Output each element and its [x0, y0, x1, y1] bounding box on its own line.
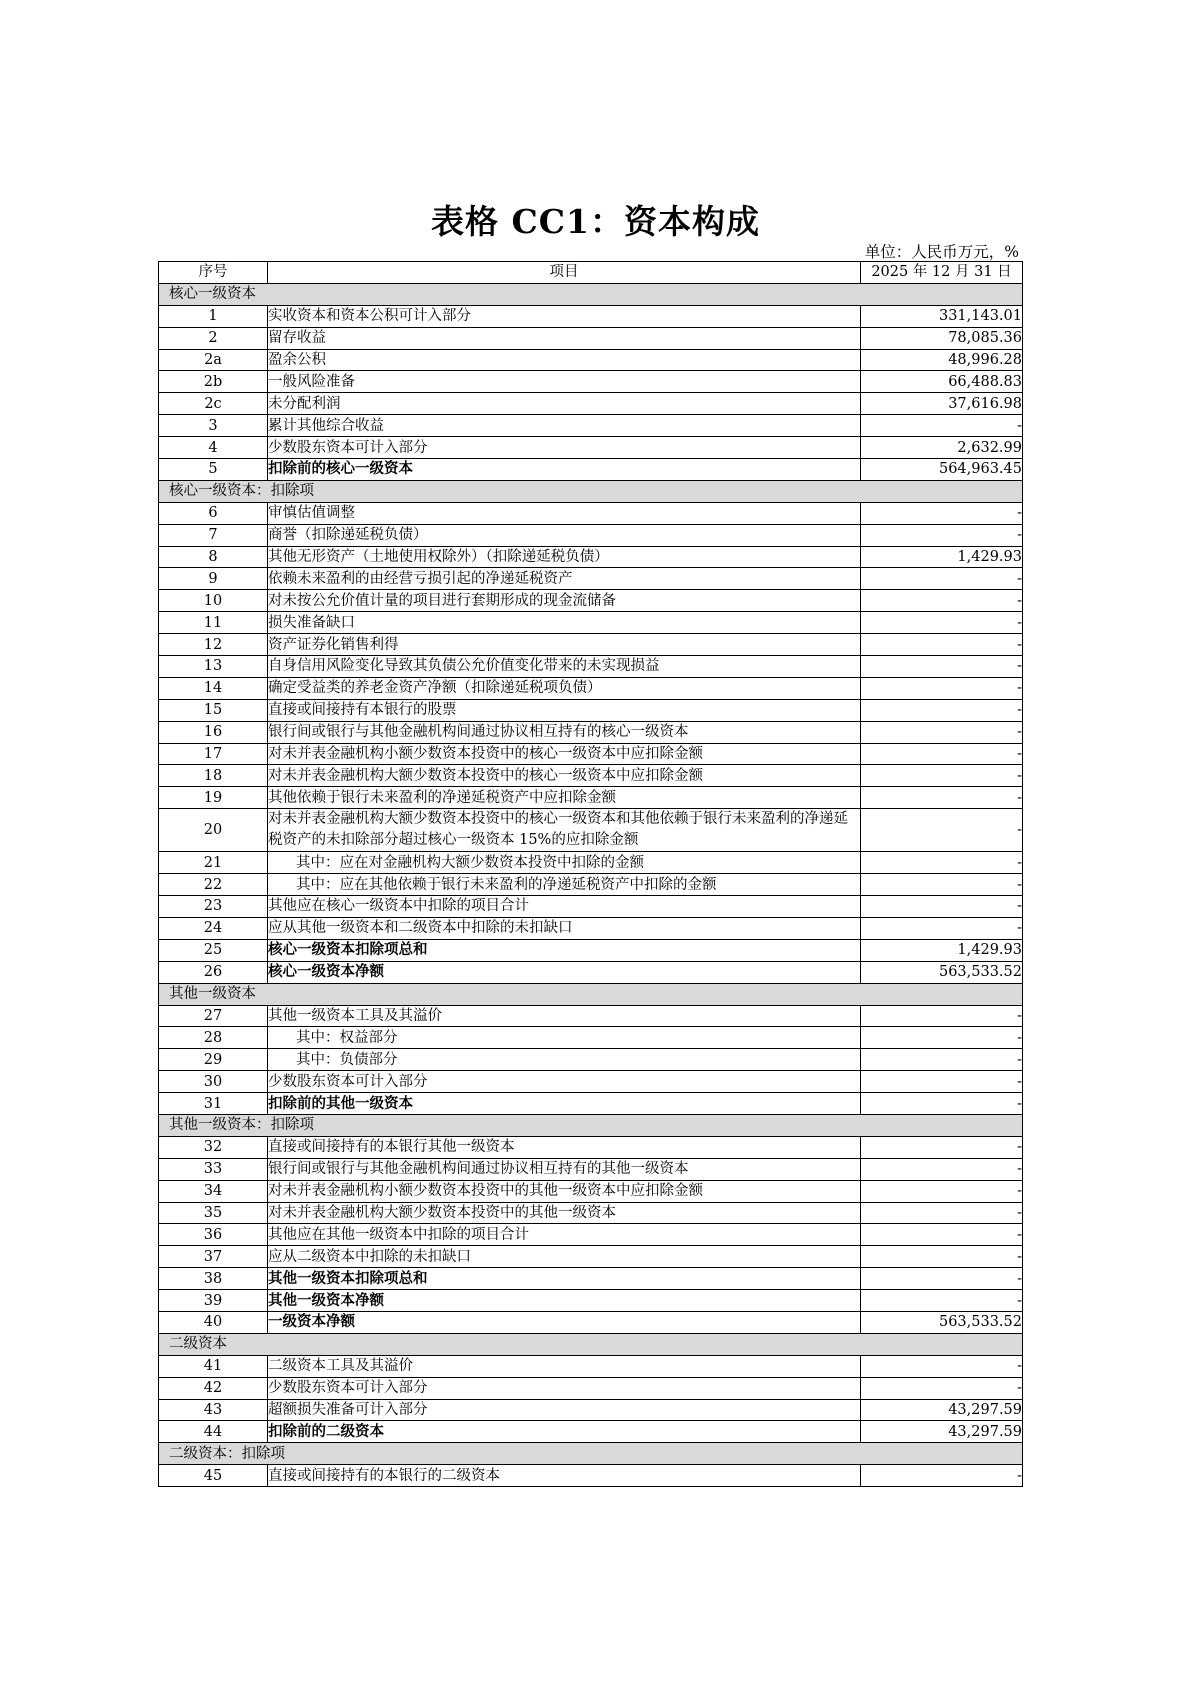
row-seq: 17 — [159, 743, 268, 765]
row-value: - — [861, 874, 1023, 896]
section-header: 核心一级资本：扣除项 — [159, 480, 1023, 502]
section-header: 其他一级资本 — [159, 983, 1023, 1005]
table-row — [159, 787, 1023, 809]
row-item — [268, 546, 861, 568]
row-seq: 42 — [159, 1377, 268, 1399]
table-row — [159, 1136, 1023, 1158]
row-item — [268, 896, 861, 918]
table-row — [159, 939, 1023, 961]
section-header-row — [159, 480, 1023, 502]
row-seq: 18 — [159, 765, 268, 787]
row-item-text: 直接或间接持有的本银行的二级资本 — [268, 1467, 500, 1484]
table-row — [159, 305, 1023, 327]
row-value: - — [861, 896, 1023, 918]
row-value: - — [861, 1005, 1023, 1027]
table-header-row — [159, 262, 1023, 284]
row-item-text: 其他一级资本扣除项总和 — [268, 1269, 428, 1287]
table-row — [159, 852, 1023, 874]
row-item — [268, 1180, 861, 1202]
row-value: - — [861, 1049, 1023, 1071]
row-item-text: 实收资本和资本公积可计入部分 — [268, 308, 471, 325]
row-item-text: 少数股东资本可计入部分 — [268, 439, 428, 456]
row-item — [268, 1071, 861, 1093]
row-item-text: 其他依赖于银行未来盈利的净递延税资产中应扣除金额 — [268, 789, 616, 806]
row-item-text: 扣除前的核心一级资本 — [268, 460, 413, 478]
row-value: - — [861, 502, 1023, 524]
row-item — [268, 327, 861, 349]
row-item-text: 直接或间接持有本银行的股票 — [268, 702, 457, 719]
row-item-text: 核心一级资本扣除项总和 — [268, 941, 428, 959]
row-item — [268, 1202, 861, 1224]
row-item — [268, 699, 861, 721]
row-item-text: 对未按公允价值计量的项目进行套期形成的现金流储备 — [268, 592, 616, 609]
page-title: 表格 CC1：资本构成 — [431, 202, 760, 241]
row-value: - — [861, 1268, 1023, 1290]
row-seq: 29 — [159, 1049, 268, 1071]
section-header-row — [159, 983, 1023, 1005]
row-seq: 3 — [159, 415, 268, 437]
row-seq: 37 — [159, 1246, 268, 1268]
row-seq: 4 — [159, 437, 268, 459]
table-row — [159, 699, 1023, 721]
table-row — [159, 327, 1023, 349]
row-value: 2,632.99 — [861, 437, 1023, 459]
row-seq: 12 — [159, 634, 268, 656]
section-header-row — [159, 1333, 1023, 1355]
row-value: 1,429.93 — [861, 939, 1023, 961]
row-item — [268, 1377, 861, 1399]
row-item — [268, 852, 861, 874]
table-row — [159, 459, 1023, 481]
row-seq: 2a — [159, 349, 268, 371]
row-seq: 20 — [159, 809, 268, 852]
section-header: 二级资本 — [159, 1333, 1023, 1355]
row-item — [268, 1465, 861, 1487]
row-item-text: 其中：应在其他依赖于银行未来盈利的净递延税资产中扣除的金额 — [296, 876, 717, 893]
row-seq: 44 — [159, 1421, 268, 1443]
row-item — [268, 961, 861, 983]
row-seq: 26 — [159, 961, 268, 983]
row-item-text: 确定受益类的养老金资产净额（扣除递延税项负债） — [268, 680, 602, 697]
row-value: 563,533.52 — [861, 1311, 1023, 1333]
row-item-text: 对未并表金融机构大额少数资本投资中的其他一级资本 — [268, 1204, 616, 1221]
row-item-text: 损失准备缺口 — [268, 614, 355, 631]
capital-composition-table — [158, 261, 1023, 1487]
row-item — [268, 917, 861, 939]
row-item-text: 其中：权益部分 — [296, 1029, 398, 1046]
row-seq: 40 — [159, 1311, 268, 1333]
row-item-text: 累计其他综合收益 — [268, 417, 384, 434]
table-row — [159, 546, 1023, 568]
row-seq: 6 — [159, 502, 268, 524]
row-item-text: 留存收益 — [268, 330, 326, 347]
row-seq: 23 — [159, 896, 268, 918]
row-item-text: 银行间或银行与其他金融机构间通过协议相互持有的其他一级资本 — [268, 1161, 689, 1178]
row-item — [268, 874, 861, 896]
row-item — [268, 787, 861, 809]
row-item-text: 对未并表金融机构大额少数资本投资中的核心一级资本中应扣除金额 — [268, 767, 703, 784]
row-item-text: 一级资本净额 — [268, 1313, 355, 1331]
row-seq: 33 — [159, 1158, 268, 1180]
row-item-text: 盈余公积 — [268, 352, 326, 368]
table-row — [159, 634, 1023, 656]
row-seq: 43 — [159, 1399, 268, 1421]
row-value: - — [861, 568, 1023, 590]
row-item — [268, 743, 861, 765]
row-value: - — [861, 634, 1023, 656]
row-item — [268, 1049, 861, 1071]
row-seq: 5 — [159, 459, 268, 481]
row-item — [268, 415, 861, 437]
table-row — [159, 437, 1023, 459]
row-seq: 7 — [159, 524, 268, 546]
row-value: - — [861, 1355, 1023, 1377]
section-header-row — [159, 1114, 1023, 1136]
row-seq: 41 — [159, 1355, 268, 1377]
row-item-text: 自身信用风险变化导致其负债公允价值变化带来的未实现损益 — [268, 658, 660, 675]
row-item-text: 其中：应在对金融机构大额少数资本投资中扣除的金额 — [296, 854, 644, 871]
row-value: 331,143.01 — [861, 305, 1023, 327]
table-row — [159, 1093, 1023, 1115]
row-seq: 9 — [159, 568, 268, 590]
row-item-text: 其他应在其他一级资本中扣除的项目合计 — [268, 1226, 529, 1243]
row-seq: 19 — [159, 787, 268, 809]
row-item — [268, 721, 861, 743]
row-seq: 21 — [159, 852, 268, 874]
row-seq: 30 — [159, 1071, 268, 1093]
row-item-text: 审慎估值调整 — [268, 505, 355, 522]
row-item — [268, 1158, 861, 1180]
row-value: - — [861, 590, 1023, 612]
row-value: - — [861, 1246, 1023, 1268]
row-seq: 11 — [159, 612, 268, 634]
row-value: 564,963.45 — [861, 459, 1023, 481]
row-value: - — [861, 1465, 1023, 1487]
table-row — [159, 874, 1023, 896]
table-row — [159, 656, 1023, 678]
row-value: - — [861, 677, 1023, 699]
row-item — [268, 393, 861, 415]
table-row — [159, 1377, 1023, 1399]
column-header-date: 2025 年 12 月 31 日 — [861, 262, 1023, 284]
row-item — [268, 1224, 861, 1246]
row-item — [268, 459, 861, 481]
table-row — [159, 765, 1023, 787]
unit-label: 单位：人民币万元，% — [864, 243, 1019, 261]
row-value: 1,429.93 — [861, 546, 1023, 568]
row-item-text: 少数股东资本可计入部分 — [268, 1073, 428, 1090]
row-item-text: 其他应在核心一级资本中扣除的项目合计 — [268, 898, 529, 915]
row-value: - — [861, 765, 1023, 787]
row-item-text: 银行间或银行与其他金融机构间通过协议相互持有的核心一级资本 — [268, 724, 689, 741]
table-row — [159, 1246, 1023, 1268]
row-seq: 2b — [159, 371, 268, 393]
row-value: - — [861, 1158, 1023, 1180]
row-value: - — [861, 1377, 1023, 1399]
row-item-text: 扣除前的二级资本 — [268, 1422, 384, 1440]
row-seq: 32 — [159, 1136, 268, 1158]
row-value: - — [861, 656, 1023, 678]
row-item — [268, 1355, 861, 1377]
row-item-text: 直接或间接持有的本银行其他一级资本 — [268, 1139, 515, 1156]
table-row — [159, 1005, 1023, 1027]
table-row — [159, 349, 1023, 371]
row-item-text: 核心一级资本净额 — [268, 963, 384, 981]
table-row — [159, 1311, 1023, 1333]
row-seq: 15 — [159, 699, 268, 721]
table-row — [159, 612, 1023, 634]
row-value: - — [861, 1027, 1023, 1049]
row-item — [268, 1399, 861, 1421]
table-row — [159, 1202, 1023, 1224]
row-seq: 36 — [159, 1224, 268, 1246]
row-value: 48,996.28 — [861, 349, 1023, 371]
table-row — [159, 1399, 1023, 1421]
table-row — [159, 524, 1023, 546]
row-item — [268, 568, 861, 590]
row-seq: 2c — [159, 393, 268, 415]
row-seq: 38 — [159, 1268, 268, 1290]
row-value: - — [861, 743, 1023, 765]
row-seq: 14 — [159, 677, 268, 699]
row-value: - — [861, 1180, 1023, 1202]
table-row — [159, 1180, 1023, 1202]
row-seq: 8 — [159, 546, 268, 568]
table-row — [159, 502, 1023, 524]
row-item — [268, 656, 861, 678]
row-seq: 34 — [159, 1180, 268, 1202]
row-item-text: 其他一级资本工具及其溢价 — [268, 1007, 442, 1024]
row-item — [268, 612, 861, 634]
row-item — [268, 677, 861, 699]
row-value: - — [861, 524, 1023, 546]
section-header: 核心一级资本 — [159, 283, 1023, 305]
row-item — [268, 765, 861, 787]
row-seq: 1 — [159, 305, 268, 327]
row-value: 43,297.59 — [861, 1399, 1023, 1421]
row-value: 563,533.52 — [861, 961, 1023, 983]
row-item — [268, 524, 861, 546]
table-row — [159, 1158, 1023, 1180]
row-value: - — [861, 1224, 1023, 1246]
row-item — [268, 1093, 861, 1115]
row-item — [268, 1311, 861, 1333]
row-item — [268, 1246, 861, 1268]
row-item-text: 未分配利润 — [268, 395, 341, 412]
row-item — [268, 305, 861, 327]
row-value: 37,616.98 — [861, 393, 1023, 415]
row-seq: 39 — [159, 1290, 268, 1312]
row-seq: 24 — [159, 917, 268, 939]
row-value: 66,488.83 — [861, 371, 1023, 393]
table-body — [159, 283, 1023, 1486]
row-item — [268, 1136, 861, 1158]
row-item — [268, 809, 861, 852]
row-value: - — [861, 612, 1023, 634]
row-item-text: 一般风险准备 — [268, 373, 355, 390]
row-value: - — [861, 787, 1023, 809]
row-seq: 22 — [159, 874, 268, 896]
row-item-text: 扣除前的其他一级资本 — [268, 1094, 413, 1112]
row-value: 43,297.59 — [861, 1421, 1023, 1443]
table-row — [159, 1290, 1023, 1312]
row-seq: 28 — [159, 1027, 268, 1049]
table-row — [159, 1268, 1023, 1290]
section-header-row — [159, 1443, 1023, 1465]
row-item-text: 其他一级资本净额 — [268, 1291, 384, 1309]
row-item — [268, 1268, 861, 1290]
row-item — [268, 349, 861, 371]
row-value: - — [861, 1093, 1023, 1115]
section-header-row — [159, 283, 1023, 305]
row-value: - — [861, 1202, 1023, 1224]
table-row — [159, 917, 1023, 939]
row-value: - — [861, 1136, 1023, 1158]
row-item — [268, 1005, 861, 1027]
section-header: 其他一级资本：扣除项 — [159, 1114, 1023, 1136]
row-value: - — [861, 809, 1023, 852]
row-seq: 2 — [159, 327, 268, 349]
row-item — [268, 502, 861, 524]
table-row — [159, 1027, 1023, 1049]
row-item — [268, 1290, 861, 1312]
table-row — [159, 371, 1023, 393]
row-item-text: 二级资本工具及其溢价 — [268, 1358, 413, 1375]
table-row — [159, 1071, 1023, 1093]
table-row — [159, 721, 1023, 743]
row-seq: 10 — [159, 590, 268, 612]
column-header-seq: 序号 — [159, 262, 268, 284]
section-header: 二级资本：扣除项 — [159, 1443, 1023, 1465]
row-item — [268, 939, 861, 961]
row-item-text: 资产证券化销售利得 — [268, 636, 399, 653]
row-seq: 35 — [159, 1202, 268, 1224]
table-row — [159, 1224, 1023, 1246]
row-item-text: 对未并表金融机构小额少数资本投资中的其他一级资本中应扣除金额 — [268, 1183, 703, 1200]
row-item-text: 应从二级资本中扣除的未扣缺口 — [268, 1248, 471, 1265]
row-value: - — [861, 721, 1023, 743]
row-item-text: 其他无形资产（土地使用权除外）（扣除递延税负债） — [268, 549, 609, 566]
row-item — [268, 1027, 861, 1049]
column-header-item: 项目 — [268, 262, 861, 284]
row-item — [268, 590, 861, 612]
row-item-text: 对未并表金融机构小额少数资本投资中的核心一级资本中应扣除金额 — [268, 746, 703, 763]
row-value: - — [861, 415, 1023, 437]
row-item-text: 少数股东资本可计入部分 — [268, 1380, 428, 1397]
table-row — [159, 809, 1023, 852]
row-seq: 45 — [159, 1465, 268, 1487]
table-row — [159, 568, 1023, 590]
table-row — [159, 393, 1023, 415]
table-row — [159, 1049, 1023, 1071]
table-row — [159, 677, 1023, 699]
row-seq: 31 — [159, 1093, 268, 1115]
row-value: - — [861, 852, 1023, 874]
row-item — [268, 1421, 861, 1443]
row-value: - — [861, 917, 1023, 939]
row-seq: 13 — [159, 656, 268, 678]
table-row — [159, 415, 1023, 437]
row-value: 78,085.36 — [861, 327, 1023, 349]
row-seq: 16 — [159, 721, 268, 743]
table-row — [159, 1355, 1023, 1377]
row-item-text: 商誉（扣除递延税负债） — [268, 527, 428, 544]
table-row — [159, 590, 1023, 612]
table-row — [159, 1421, 1023, 1443]
row-item-text: 超额损失准备可计入部分 — [268, 1401, 428, 1418]
row-value: - — [861, 1290, 1023, 1312]
row-value: - — [861, 699, 1023, 721]
row-seq: 27 — [159, 1005, 268, 1027]
table-row — [159, 743, 1023, 765]
row-item-text: 对未并表金融机构大额少数资本投资中的核心一级资本和其他依赖于银行未来盈利的净递延税资产的未扣除部分超过核心一级资本 15%的应扣除金额 — [268, 811, 848, 849]
row-item — [268, 371, 861, 393]
row-seq: 25 — [159, 939, 268, 961]
row-value: - — [861, 1071, 1023, 1093]
row-item — [268, 634, 861, 656]
row-item-text: 应从其他一级资本和二级资本中扣除的未扣缺口 — [268, 920, 573, 937]
row-item-text: 依赖未来盈利的由经营亏损引起的净递延税资产 — [268, 570, 573, 587]
row-item-text: 其中：负债部分 — [296, 1051, 398, 1068]
table-row — [159, 1465, 1023, 1487]
table-row — [159, 896, 1023, 918]
table-row — [159, 961, 1023, 983]
row-item — [268, 437, 861, 459]
